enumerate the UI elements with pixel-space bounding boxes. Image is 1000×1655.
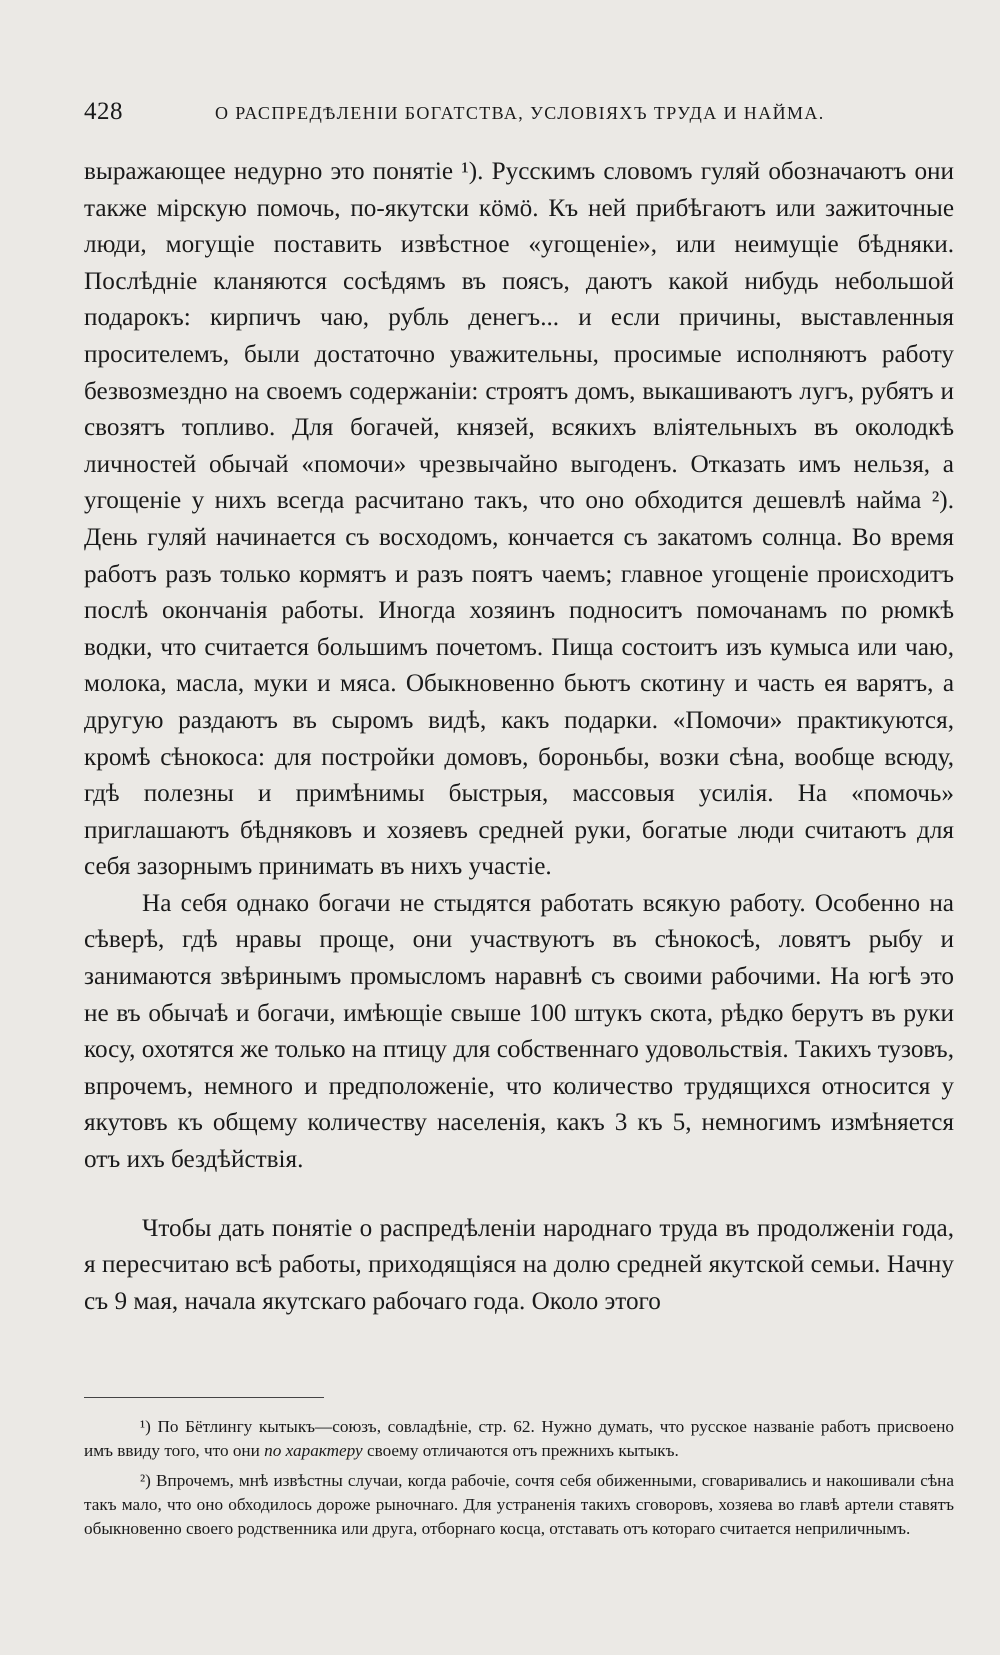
footnote-1-italic-text: по характеру: [264, 1441, 363, 1460]
footnotes: [84, 1415, 954, 1547]
footnote-1-text-after: своему отличаются отъ прежнихъ кытыкъ.: [362, 1441, 679, 1460]
footnote-2-marker: ²): [140, 1471, 151, 1490]
paragraph-3: Чтобы дать понятіе о распредѣленіи народнаго труда въ продолженіи года, я пересчитаю всѣ работы, приходящіяся на долю средней якутской семьи. Начну съ 9 мая, начала якутскаго рабочаго года. Около этого: [84, 1214, 954, 1315]
footnote-divider: [84, 1397, 324, 1398]
footnote-1-text-before: По Бётлингу кытыкъ—союзъ, совладѣніе, стр. 62. Нужно думать, что русское названіе работъ присвоено имъ ввиду того, что они: [84, 1417, 955, 1460]
footnote-1-marker: ¹): [140, 1417, 151, 1436]
main-text: [84, 154, 954, 1320]
paragraph-1: выражающее недурно это понятіе ¹). Русскимъ словомъ гуляй обозначаютъ они также мірскую помочь, по-якутски кöмö. Къ ней прибѣгаютъ или зажиточные люди, могущіе поставить извѣстное «угощеніе», или неимущіе бѣдняки. Послѣдніе кланяются сосѣдямъ въ поясъ, даютъ какой нибудь небольшой подарокъ: кирпичъ чаю, рубль денегъ... и если причины, выставленныя просителемъ, были достаточно уважительны, просимые исполняютъ работу безвозмездно на своемъ содержаніи: строятъ домъ, выкашиваютъ лугъ, рубятъ и свозятъ топливо. Для богачей, князей, всякихъ вліятельныхъ въ околодкѣ личностей обычай «помочи» чрезвычайно выгоденъ. Отказать имъ нельзя, а угощеніе у нихъ всегда расчитано такъ, что оно обходится дешевлѣ найма ²). День гуляй начинается съ восходомъ, кончается съ закатомъ солнца. Во время работъ разъ только кормятъ и разъ поятъ чаемъ; главное угощеніе происходитъ послѣ окончанія работы. Иногда хозяинъ подноситъ помочанамъ по рюмкѣ водки, что считается большимъ почетомъ. Пища состоитъ изъ кумыса или чаю, молока, масла, муки и мяса. Обыкновенно бьютъ скотину и часть ея варятъ, а другую раздаютъ въ сыромъ видѣ, какъ подарки. «Помочи» практикуются, кромѣ сѣнокоса: для постройки домовъ, бороньбы, возки сѣна, вообще всюду, гдѣ полезны и примѣнимы быстрыя, массовыя усилія. На «помочь» приглашаютъ бѣдняковъ и хозяевъ средней руки, богатые люди считаютъ для себя зазорнымъ принимать въ нихъ участіе.: [84, 158, 954, 881]
running-title: О РАСПРЕДѢЛЕНІИ БОГАТСТВА, УСЛОВІЯХЪ ТРУДА И НАЙМА.: [215, 103, 825, 123]
page-header: [84, 98, 954, 128]
page-number: 428: [84, 98, 123, 125]
footnote-2: [84, 1469, 954, 1541]
paragraph-2: На себя однако богачи не стыдятся работать всякую работу. Особенно на сѣверѣ, гдѣ нравы проще, они участвуютъ въ сѣнокосѣ, ловятъ рыбу и занимаются звѣринымъ промысломъ наравнѣ съ своими рабочими. На югѣ это не въ обычаѣ и богачи, имѣющіе свыше 100 штукъ скота, рѣдко берутъ въ руки косу, охотятся же только на птицу для собственнаго удовольствія. Такихъ тузовъ, впрочемъ, немного и предположеніе, что количество трудящихся относится у якутовъ къ общему количеству населенія, какъ 3 къ 5, немногимъ измѣняется отъ ихъ бездѣйствія.: [84, 889, 954, 1174]
footnote-1: [84, 1415, 954, 1463]
footnote-2-text: Впрочемъ, мнѣ извѣстны случаи, когда рабочіе, сочтя себя обиженными, сговаривались и накошивали сѣна такъ мало, что оно обходилось дороже рыночнаго. Для устраненія такихъ сговоровъ, хозяева во главѣ артели ставятъ обыкновенно своего родственника или друга, отборнаго косца, отставать отъ котораго считается неприличнымъ.: [84, 1471, 954, 1538]
